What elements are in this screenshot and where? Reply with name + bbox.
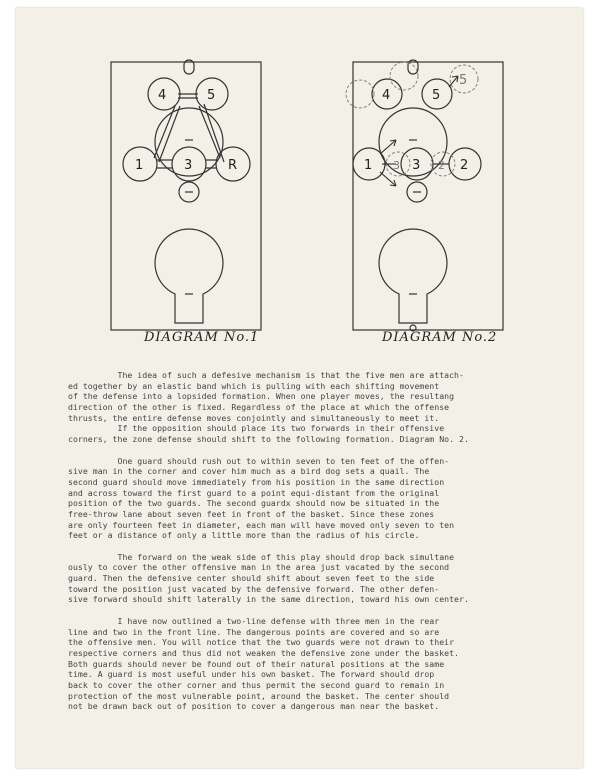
court-diagram-2: [336, 54, 506, 339]
player-label: 5: [432, 88, 441, 103]
text-line: guard. Then the defensive center should shift about seven feet to the side: [68, 573, 435, 584]
text-line: If the opposition should place its two forwards in their offensive: [68, 423, 445, 434]
previous-position-label: 5: [459, 73, 468, 88]
player-label: 5: [207, 88, 216, 103]
movement-arrow: [380, 172, 396, 186]
text-line: not be drawn back out of position to cover a dangerous man near the basket.: [68, 701, 440, 712]
court-outline: [353, 62, 503, 330]
text-line: sive forward should shift laterally in the same direction, toward his own center.: [68, 594, 469, 605]
player-label: R: [228, 158, 238, 173]
movement-arrow: [380, 140, 396, 154]
text-line: of the defense into a lopsided formation. When one player moves, the resultang: [68, 391, 455, 402]
paragraph-gap: [68, 445, 546, 456]
player-label: 3: [412, 158, 421, 173]
text-line: I have now outlined a two-line defense with three men in the rear: [68, 615, 440, 626]
text-line: respective corners and thus did not weaken the defensive zone under the basket.: [68, 647, 459, 658]
diagram-1-caption: DIAGRAM No.1: [144, 330, 260, 345]
diagram-2: [336, 54, 506, 339]
text-line: The idea of such a defesive mechanism is that the five men are attach-: [68, 370, 464, 380]
text-line: One guard should rush out to within seven to ten feet of the offen-: [68, 455, 450, 466]
body-text: [68, 370, 546, 712]
text-line: are only fourteen feet in diameter, each man will have moved only seven to ten: [68, 519, 455, 530]
text-line: and across toward the first guard to a point equi-distant from the original: [68, 487, 440, 498]
text-line: second guard should move immediately from his position in the same direction: [68, 476, 445, 487]
court-diagram-1: [94, 54, 264, 339]
text-line: feet or a distance of only a little more than the radius of his circle.: [68, 530, 420, 541]
text-line: thrusts, the entire defense moves conjointly and simultaneously to meet it.: [68, 412, 440, 423]
text-line: time. A guard is most useful under his own basket. The forward should drop: [68, 669, 435, 680]
bottom-free-throw-lane: [379, 229, 447, 323]
text-line: free-throw lane about seven feet in front of the basket. Since these zones: [68, 508, 435, 519]
text-line: ed together by an elastic band which is pulling with each shifting movement: [68, 380, 440, 391]
player-label: 2: [460, 158, 469, 173]
player-label: 4: [382, 88, 391, 103]
text-line: direction of the other is fixed. Regardless of the place at which the offense: [68, 402, 450, 413]
player-label: 1: [364, 158, 373, 173]
text-line: corners, the zone defense should shift to the following formation. Diagram No. 2.: [68, 434, 469, 445]
previous-position-label: 3: [393, 159, 400, 172]
player-label: 4: [158, 88, 167, 103]
paragraph-gap: [68, 541, 546, 552]
diagram-2-caption: DIAGRAM No.2: [382, 330, 498, 345]
bottom-free-throw-lane: [155, 229, 223, 323]
text-line: ously to cover the other offensive man in the area just vacated by the second: [68, 562, 450, 573]
player-label: 3: [184, 158, 193, 173]
previous-position-circle: [390, 62, 418, 90]
court-outline: [111, 62, 261, 330]
text-line: protection of the most vulnerable point, around the basket. The center should: [68, 690, 450, 701]
previous-position-circle: [346, 80, 374, 108]
text-line: position of the two guards. The second guardx should now be situated in the: [68, 498, 440, 509]
text-line: toward the position just vacated by the defensive forward. The other defen-: [68, 583, 440, 594]
band-4-5: [178, 94, 198, 98]
text-line: the offensive men. You will notice that the two guards were not drawn to their: [68, 637, 455, 648]
text-line: The forward on the weak side of this play should drop back simultane: [68, 551, 455, 562]
previous-position-label: 2: [438, 159, 445, 172]
text-line: line and two in the front line. The dangerous points are covered and so are: [68, 626, 440, 637]
text-line: Both guards should never be found out of their natural positions at the same: [68, 658, 445, 669]
text-line: back to cover the other corner and thus permit the second guard to remain in: [68, 679, 445, 690]
band-1-3: [156, 160, 173, 168]
text-line: sive man in the corner and cover him much as a bird dog sets a quail. The: [68, 466, 430, 477]
document-page: [16, 8, 583, 768]
diagram-1: [94, 54, 264, 339]
paragraph-gap: [68, 605, 546, 616]
player-label: 1: [135, 158, 144, 173]
